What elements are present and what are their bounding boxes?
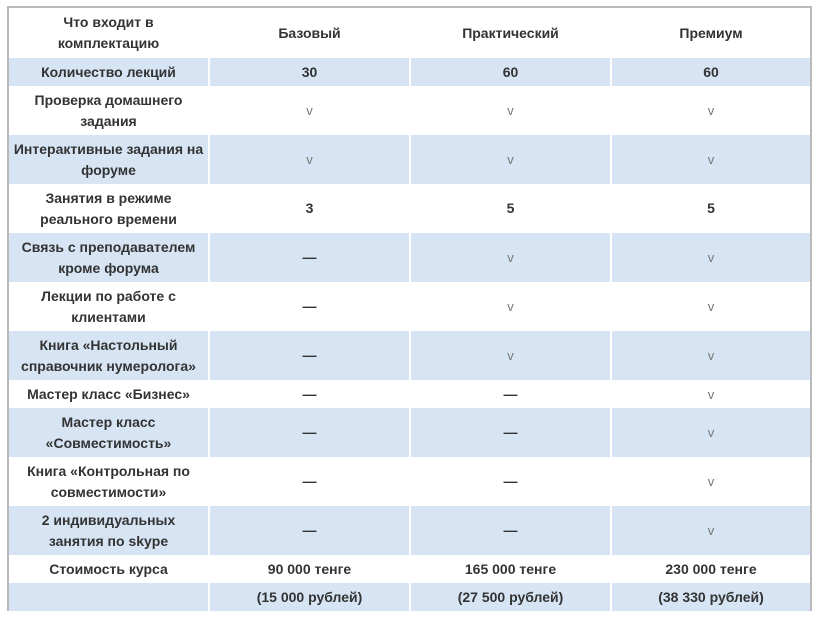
value-cell-basic: — — [209, 282, 410, 331]
value-cell-practical: — — [410, 457, 611, 506]
value-cell-basic: v — [209, 86, 410, 135]
value-cell-basic: — — [209, 380, 410, 408]
table-row — [9, 135, 810, 184]
value-cell-practical: v — [410, 331, 611, 380]
table-row — [9, 408, 810, 457]
value-cell-practical: 165 000 тенге — [410, 555, 611, 583]
value-cell-premium: 5 — [707, 200, 715, 216]
value-cell-practical: v — [410, 135, 611, 184]
value-cell-basic: — — [209, 408, 410, 457]
value-cell-practical: — — [410, 408, 611, 457]
table-row — [9, 583, 810, 611]
value-cell-practical: — — [410, 506, 611, 555]
value-cell-practical: v — [410, 233, 611, 282]
pricing-table — [9, 8, 810, 611]
table-row — [9, 506, 810, 555]
table-row — [9, 233, 810, 282]
value-cell-premium: v — [611, 233, 810, 282]
value-cell-premium: v — [707, 386, 715, 402]
table-row — [9, 184, 810, 233]
header-feature: Что входит в комплектацию — [9, 8, 209, 58]
table-row — [9, 555, 810, 583]
feature-cell: Книга «Настольный справочник нумеролога» — [9, 331, 209, 380]
feature-cell: 2 индивидуальных занятия по skype — [9, 506, 209, 555]
value-cell-basic: — — [209, 331, 410, 380]
value-cell-basic: — — [209, 457, 410, 506]
value-cell-premium: v — [611, 408, 810, 457]
feature-cell: Стоимость курса — [9, 555, 209, 583]
header-basic: Базовый — [209, 8, 410, 58]
value-cell-practical: v — [410, 86, 611, 135]
value-cell-premium: v — [611, 331, 810, 380]
value-cell-basic: (15 000 рублей) — [209, 583, 410, 611]
value-cell-premium: v — [707, 299, 715, 314]
pricing-table-frame — [7, 6, 812, 611]
value-cell-premium: v — [611, 135, 810, 184]
header-practical: Практический — [410, 8, 611, 58]
table-row — [9, 380, 810, 408]
value-cell-practical: — — [410, 380, 611, 408]
feature-cell: Занятия в режиме реального времени — [9, 184, 209, 233]
value-cell-premium: 230 000 тенге — [665, 560, 757, 577]
feature-cell: Количество лекций — [9, 58, 209, 86]
value-cell-basic: 3 — [209, 184, 410, 233]
value-cell-premium: v — [707, 103, 715, 118]
value-cell-basic: — — [209, 506, 410, 555]
table-row — [9, 86, 810, 135]
table-row — [9, 282, 810, 331]
feature-cell: Мастер класс «Совместимость» — [9, 408, 209, 457]
feature-cell: Интерактивные задания на форуме — [9, 135, 209, 184]
header-premium: Премиум — [679, 24, 743, 41]
value-cell-basic: 90 000 тенге — [209, 555, 410, 583]
value-cell-practical: 5 — [410, 184, 611, 233]
value-cell-premium: (38 330 рублей) — [611, 583, 810, 611]
header-row — [9, 8, 810, 58]
table-row — [9, 58, 810, 86]
feature-cell: Лекции по работе с клиентами — [9, 282, 209, 331]
feature-cell: Книга «Контрольная по совместимости» — [9, 457, 209, 506]
feature-cell — [9, 583, 209, 611]
value-cell-basic: v — [209, 135, 410, 184]
value-cell-premium: 60 — [611, 58, 810, 86]
feature-cell: Мастер класс «Бизнес» — [9, 380, 209, 408]
value-cell-practical: v — [410, 282, 611, 331]
feature-cell: Проверка домашнего задания — [9, 86, 209, 135]
value-cell-practical: 60 — [410, 58, 611, 86]
value-cell-premium: v — [611, 506, 810, 555]
value-cell-basic: 30 — [209, 58, 410, 86]
value-cell-premium: v — [707, 474, 715, 489]
value-cell-basic: — — [209, 233, 410, 282]
table-row — [9, 457, 810, 506]
value-cell-practical: (27 500 рублей) — [410, 583, 611, 611]
table-row — [9, 331, 810, 380]
feature-cell: Связь с преподавателем кроме форума — [9, 233, 209, 282]
